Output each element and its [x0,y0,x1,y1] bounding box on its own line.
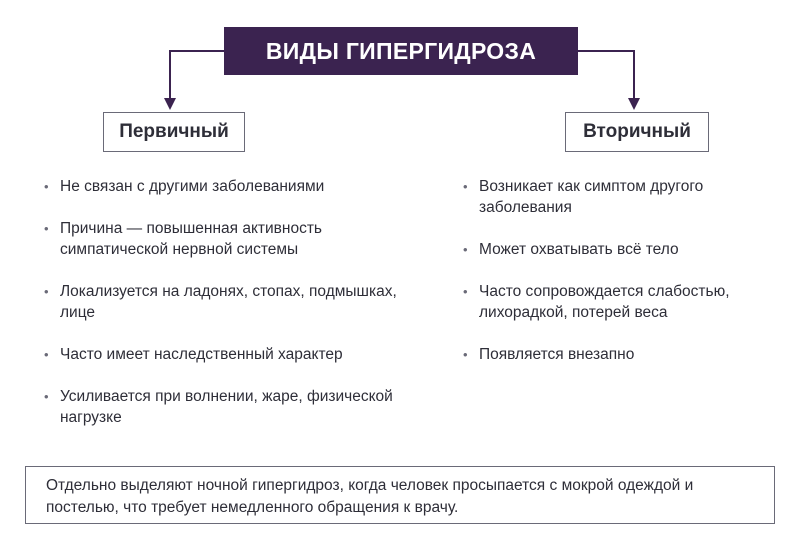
primary-item [44,386,409,428]
bullet-icon: • [463,242,468,257]
secondary-item-text: Возникает как симптом другого заболевания [479,178,704,216]
diagram-title: ВИДЫ ГИПЕРГИДРОЗА [224,27,578,75]
primary-item-text: Усиливается при волнении, жаре, физической нагрузке [60,388,393,426]
bullet-icon: • [44,221,49,236]
bullet-icon: • [463,347,468,362]
secondary-item-text: Появляется внезапно [479,346,635,363]
primary-characteristics-list [44,176,409,449]
arrow-to-secondary [578,51,634,100]
bullet-icon: • [463,179,468,194]
primary-item [44,281,409,323]
bullet-icon: • [463,284,468,299]
bullet-icon: • [44,347,49,362]
arrow-to-primary [170,51,224,100]
primary-item-text: Часто имеет наследственный характер [60,346,343,363]
arrowhead-primary [164,98,176,110]
bullet-icon: • [44,284,49,299]
primary-item [44,176,409,197]
secondary-item [463,344,783,365]
bullet-icon: • [44,389,49,404]
secondary-characteristics-list [463,176,783,386]
primary-item [44,218,409,260]
secondary-type-box: Вторичный [565,112,709,152]
secondary-item [463,281,783,323]
primary-type-box: Первичный [103,112,245,152]
secondary-item [463,239,783,260]
secondary-item [463,176,783,218]
bullet-icon: • [44,179,49,194]
secondary-item-text: Может охватывать всё тело [479,241,679,258]
arrowhead-secondary [628,98,640,110]
night-hyperhidrosis-note: Отдельно выделяют ночной гипергидроз, когда человек просыпается с мокрой одеждой и постелью, что требует немедленного обращения к врачу. [25,466,775,524]
primary-item-text: Причина — повышенная активность симпатической нервной системы [60,220,323,258]
primary-item-text: Не связан с другими заболеваниями [60,178,325,195]
secondary-item-text: Часто сопровождается слабостью, лихорадкой, потерей веса [479,283,730,321]
primary-item-text: Локализуется на ладонях, стопах, подмышках, лице [60,283,397,321]
primary-item [44,344,409,365]
